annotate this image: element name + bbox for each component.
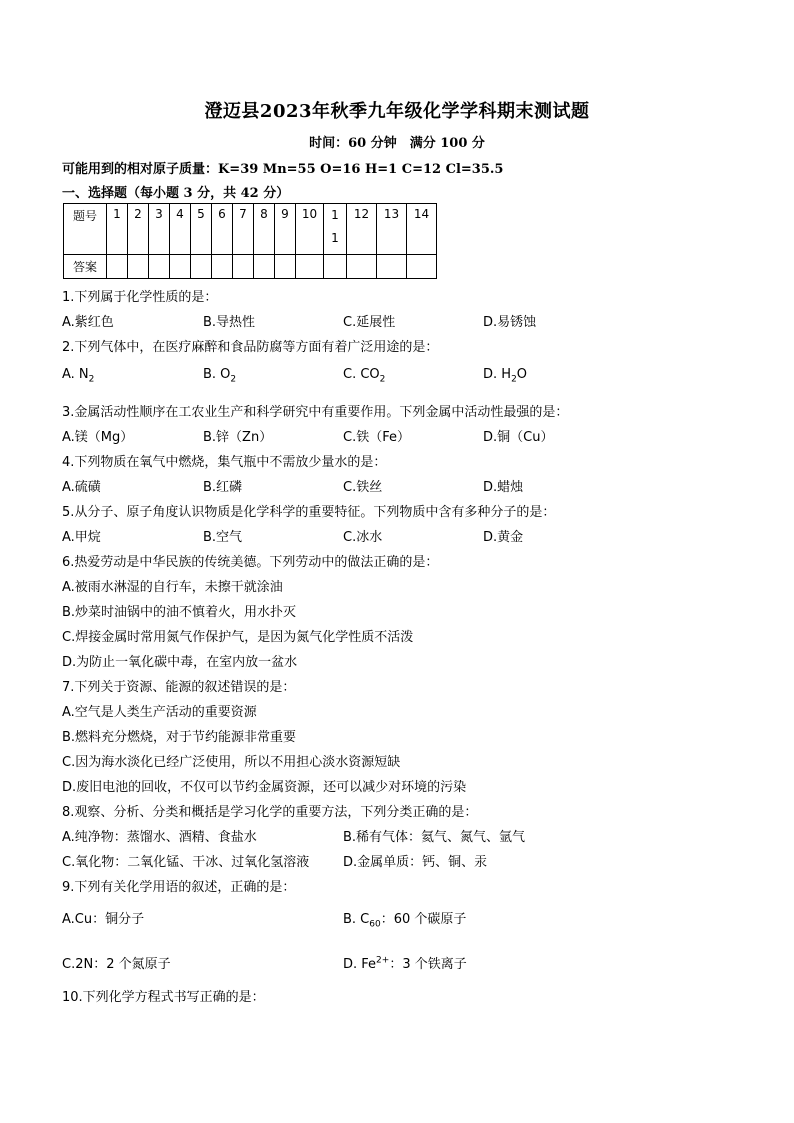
q2-option-c: C. $CO_2$ bbox=[343, 367, 386, 385]
q4-option-a: A.硫磺 bbox=[62, 480, 101, 495]
q5-option-c: C.冰水 bbox=[343, 530, 383, 545]
answer-cell[interactable] bbox=[254, 255, 275, 279]
number-cell: 14 bbox=[407, 204, 437, 255]
number-cell: 13 bbox=[377, 204, 407, 255]
exam-title: 澄迈县2023年秋季九年级化学学科期末测试题 bbox=[204, 101, 590, 122]
q6-option-d: D.为防止一氧化碳中毒，在室内放一盆水 bbox=[62, 655, 298, 670]
q1-option-d: D.易锈蚀 bbox=[483, 315, 537, 330]
number-cell: 12 bbox=[347, 204, 377, 255]
q4-option-c: C.铁丝 bbox=[343, 480, 383, 495]
answer-cell[interactable] bbox=[233, 255, 254, 279]
q9-option-c: C.2N：2 个氮原子 bbox=[62, 957, 171, 972]
q8-option-c: C.氧化物：二氧化锰、干冰、过氧化氢溶液 bbox=[62, 855, 310, 870]
q3-option-a: A.镁（Mg） bbox=[62, 430, 134, 445]
number-cell: 6 bbox=[212, 204, 233, 255]
q2-option-b: B. $O_2$ bbox=[203, 367, 237, 385]
question-9-stem: 9.下列有关化学用语的叙述，正确的是： bbox=[62, 880, 296, 895]
q6-option-b: B.炒菜时油锅中的油不慎着火，用水扑灭 bbox=[62, 605, 297, 620]
question-8-stem: 8.观察、分析、分类和概括是学习化学的重要方法，下列分类正确的是： bbox=[62, 805, 478, 820]
answer-table bbox=[63, 203, 437, 279]
q7-option-a: A.空气是人类生产活动的重要资源 bbox=[62, 705, 257, 720]
number-cell: 3 bbox=[149, 204, 170, 255]
row-label: 题号 bbox=[64, 204, 107, 255]
answer-cell[interactable] bbox=[296, 255, 324, 279]
q8-option-d: D.金属单质：钙、铜、汞 bbox=[343, 855, 488, 870]
number-cell: 8 bbox=[254, 204, 275, 255]
q3-option-d: D.铜（Cu） bbox=[483, 430, 554, 445]
question-5-stem: 5.从分子、原子角度认识物质是化学科学的重要特征。下列物质中含有多种分子的是： bbox=[62, 505, 556, 520]
question-number-row bbox=[64, 204, 437, 255]
question-4-stem: 4.下列物质在氧气中燃烧，集气瓶中不需放少量水的是： bbox=[62, 455, 387, 470]
q3-option-b: B.锌（Zn） bbox=[203, 430, 273, 445]
answer-cell[interactable] bbox=[347, 255, 377, 279]
row-label: 答案 bbox=[64, 255, 107, 279]
q3-option-c: C.铁（Fe） bbox=[343, 430, 410, 445]
answer-row bbox=[64, 255, 437, 279]
q5-option-a: A.甲烷 bbox=[62, 530, 101, 545]
answer-cell[interactable] bbox=[377, 255, 407, 279]
q7-option-d: D.废旧电池的回收，不仅可以节约金属资源，还可以减少对环境的污染 bbox=[62, 780, 467, 795]
answer-cell[interactable] bbox=[212, 255, 233, 279]
question-2-stem: 2.下列气体中，在医疗麻醉和食品防腐等方面有着广泛用途的是： bbox=[62, 340, 439, 355]
q2-option-d: D. $H_2O$ bbox=[483, 367, 528, 385]
question-3-stem: 3.金属活动性顺序在工农业生产和科学研究中有重要作用。下列金属中活动性最强的是： bbox=[62, 405, 569, 420]
question-10-stem: 10.下列化学方程式书写正确的是： bbox=[62, 990, 265, 1005]
q6-option-a: A.被雨水淋湿的自行车，未擦干就涂油 bbox=[62, 580, 283, 595]
atomic-masses: 可能用到的相对原子质量：K=39 Mn=55 O=16 H=1 C=12 Cl=35.5 bbox=[62, 162, 504, 177]
answer-cell[interactable] bbox=[191, 255, 212, 279]
answer-cell[interactable] bbox=[324, 255, 347, 279]
number-cell: 9 bbox=[275, 204, 296, 255]
q4-option-d: D.蜡烛 bbox=[483, 480, 524, 495]
number-cell: 1 bbox=[107, 204, 128, 255]
answer-cell[interactable] bbox=[275, 255, 296, 279]
answer-cell[interactable] bbox=[149, 255, 170, 279]
q7-option-c: C.因为海水淡化已经广泛使用，所以不用担心淡水资源短缺 bbox=[62, 755, 401, 770]
number-cell: 1 1 bbox=[324, 204, 347, 255]
q9-option-b: B. $C_{60}$：60 个碳原子 bbox=[343, 912, 467, 930]
exam-subtitle: 时间：60 分钟 满分 100 分 bbox=[309, 136, 485, 151]
number-cell: 2 bbox=[128, 204, 149, 255]
number-cell: 10 bbox=[296, 204, 324, 255]
q1-option-b: B.导热性 bbox=[203, 315, 256, 330]
q1-option-c: C.延展性 bbox=[343, 315, 396, 330]
q5-option-d: D.黄金 bbox=[483, 530, 524, 545]
answer-cell[interactable] bbox=[170, 255, 191, 279]
q6-option-c: C.焊接金属时常用氮气作保护气，是因为氮气化学性质不活泼 bbox=[62, 630, 414, 645]
question-1-stem: 1.下列属于化学性质的是： bbox=[62, 290, 218, 305]
answer-cell[interactable] bbox=[128, 255, 149, 279]
q7-option-b: B.燃料充分燃烧，对于节约能源非常重要 bbox=[62, 730, 297, 745]
section-heading: 一、选择题（每小题 3 分，共 42 分） bbox=[62, 186, 290, 201]
answer-cell[interactable] bbox=[407, 255, 437, 279]
q4-option-b: B.红磷 bbox=[203, 480, 243, 495]
number-cell: 4 bbox=[170, 204, 191, 255]
question-7-stem: 7.下列关于资源、能源的叙述错误的是： bbox=[62, 680, 296, 695]
q2-option-a: A. $N_2$ bbox=[62, 367, 95, 385]
answer-cell[interactable] bbox=[107, 255, 128, 279]
q8-option-b: B.稀有气体：氦气、氮气、氩气 bbox=[343, 830, 526, 845]
q9-option-a: A.Cu：铜分子 bbox=[62, 912, 145, 927]
question-6-stem: 6.热爱劳动是中华民族的传统美德。下列劳动中的做法正确的是： bbox=[62, 555, 439, 570]
q5-option-b: B.空气 bbox=[203, 530, 243, 545]
q1-option-a: A.紫红色 bbox=[62, 315, 114, 330]
number-cell: 5 bbox=[191, 204, 212, 255]
q9-option-d: D. $Fe^{2+}$：3 个铁离子 bbox=[343, 955, 467, 972]
number-cell: 7 bbox=[233, 204, 254, 255]
q8-option-a: A.纯净物：蒸馏水、酒精、食盐水 bbox=[62, 830, 257, 845]
